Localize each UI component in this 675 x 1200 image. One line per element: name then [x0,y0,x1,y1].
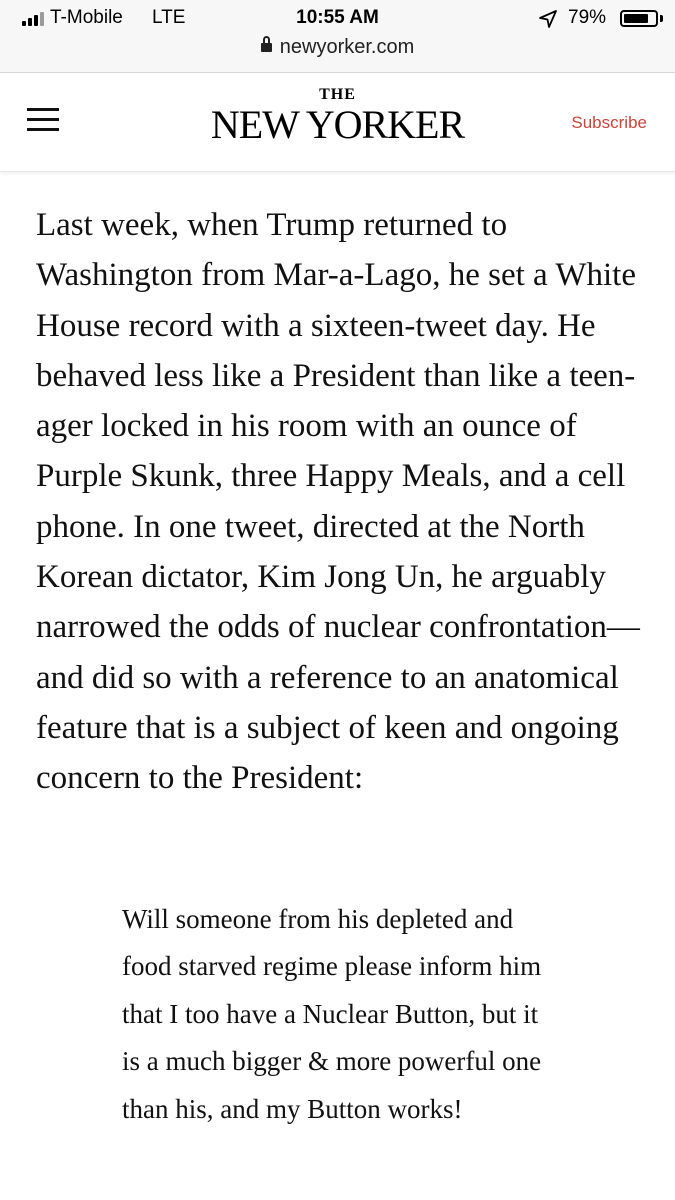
battery-icon [620,10,658,27]
article-paragraph: Last week, when Trump returned to Washington from Mar-a-Lago, he set a White House record with a sixteen-tweet day. He behaved less like a President than like a teen-ager locked in his room with an ounce of Purple Skunk, three Happy Meals, and a cell phone. In one tweet, directed at the North Korean dictator, Kim Jong Un, he arguably narrowed the odds of nuclear confrontation—and did so with a reference to an anatomical feature that is a subject of keen and ongoing concern to the President: [36,207,640,797]
location-arrow-icon [538,9,558,29]
site-header [0,73,675,172]
browser-chrome [0,0,675,73]
lock-icon [261,43,272,52]
quote-text: Will someone from his depleted and food starved regime please inform him that I too have a Nuclear Button, but it is a much bigger & more powerful one than his, and my Button works! [122,904,542,1124]
article-body [36,200,651,804]
carrier-name: T-Mobile [50,7,123,28]
url-bar[interactable] [0,36,675,59]
battery-tip [660,15,663,22]
status-bar [0,6,675,32]
network-type: LTE [152,7,186,28]
logo-the: THE [319,86,356,103]
url-domain: newyorker.com [279,36,415,58]
battery-percent: 79% [568,7,607,28]
tweet-blockquote [122,896,562,1133]
subscribe-link[interactable]: Subscribe [571,113,647,132]
logo-main: NEW YORKER [210,102,465,147]
battery-level-fill [624,14,648,23]
status-time: 10:55 AM [296,7,379,28]
